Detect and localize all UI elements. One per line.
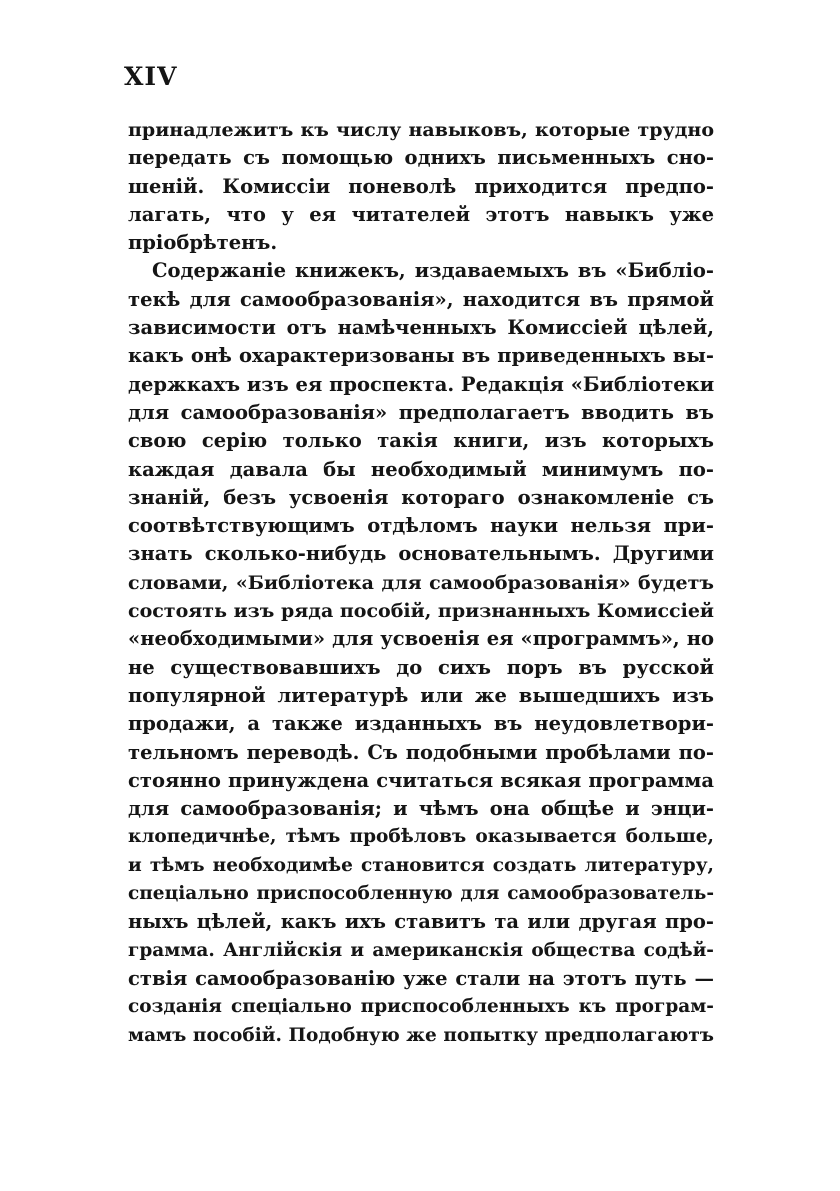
text-line: какъ онѣ охарактеризованы въ приведенныхъ вы- — [128, 344, 714, 368]
text-line: передать съ помощью однихъ письменныхъ сно- — [128, 146, 714, 170]
page-number: XIV — [124, 62, 178, 91]
text-line: для самообразованія; и чѣмъ она общѣе и энци- — [128, 797, 714, 821]
text-line: продажи, а также изданныхъ въ неудовлетвори- — [128, 712, 714, 736]
text-line: клопедичнѣе, тѣмъ пробѣловъ оказывается больше, — [128, 826, 714, 848]
text-line: соотвѣтствующимъ отдѣломъ науки нельзя при- — [128, 514, 714, 538]
text-line: шеній. Комиссіи поневолѣ приходится предпо- — [128, 174, 714, 198]
text-line: и тѣмъ необходимѣе становится создать литературу, — [128, 854, 714, 876]
text-line: Содержаніе книжекъ, издаваемыхъ въ «Библіо- — [152, 259, 714, 283]
text-line: ствія самообразованію уже стали на этотъ путь — — [128, 966, 714, 990]
text-line: знать сколько-нибудь основательнымъ. Другими — [128, 542, 714, 566]
paragraph — [128, 116, 714, 257]
text-line: текѣ для самообразованія», находится въ прямой — [128, 287, 714, 311]
text-line: свою серію только такія книги, изъ которыхъ — [128, 429, 714, 453]
text-line: лагать, что у ея читателей этотъ навыкъ уже — [128, 202, 714, 226]
text-line: спеціально приспособленную для самообразователь- — [128, 883, 714, 905]
text-line: принадлежитъ къ числу навыковъ, которые трудно — [128, 119, 714, 141]
text-line: мамъ пособій. Подобную же попытку предполагаютъ — [128, 1024, 714, 1046]
text-line: держкахъ изъ ея проспекта. Редакція «Библіотеки — [128, 372, 714, 396]
text-line: словами, «Библіотека для самообразованія» будетъ — [128, 571, 714, 594]
text-line: тельномъ переводѣ. Съ подобными пробѣлами по- — [128, 740, 714, 764]
text-line: не существовавшихъ до сихъ поръ въ русской — [128, 655, 714, 679]
text-line: состоять изъ ряда пособій, признанныхъ Комиссіей — [128, 600, 714, 623]
text-line: ныхъ цѣлей, какъ ихъ ставитъ та или другая про- — [128, 910, 714, 934]
text-line: зависимости отъ намѣченныхъ Комиссіей цѣлей, — [128, 316, 714, 340]
text-line: пріобрѣтенъ. — [128, 231, 278, 255]
text-line: знаній, безъ усвоенія котораго ознакомленіе съ — [128, 485, 714, 509]
paragraph — [128, 257, 714, 1049]
text-line: созданія спеціально приспособленныхъ къ програм- — [128, 996, 714, 1018]
text-line: «необходимыми» для усвоенія ея «программъ», но — [128, 627, 714, 651]
text-line: популярной литературѣ или же вышедшихъ изъ — [128, 683, 714, 707]
text-line: грамма. Англійскія и американскія общества содѣй- — [128, 939, 714, 961]
text-line: каждая давала бы необходимый минимумъ по- — [128, 457, 714, 481]
text-line: для самообразованія» предполагаетъ вводить въ — [128, 400, 714, 424]
body-text — [128, 116, 714, 1050]
text-line: стоянно принуждена считаться всякая программа — [128, 768, 714, 792]
